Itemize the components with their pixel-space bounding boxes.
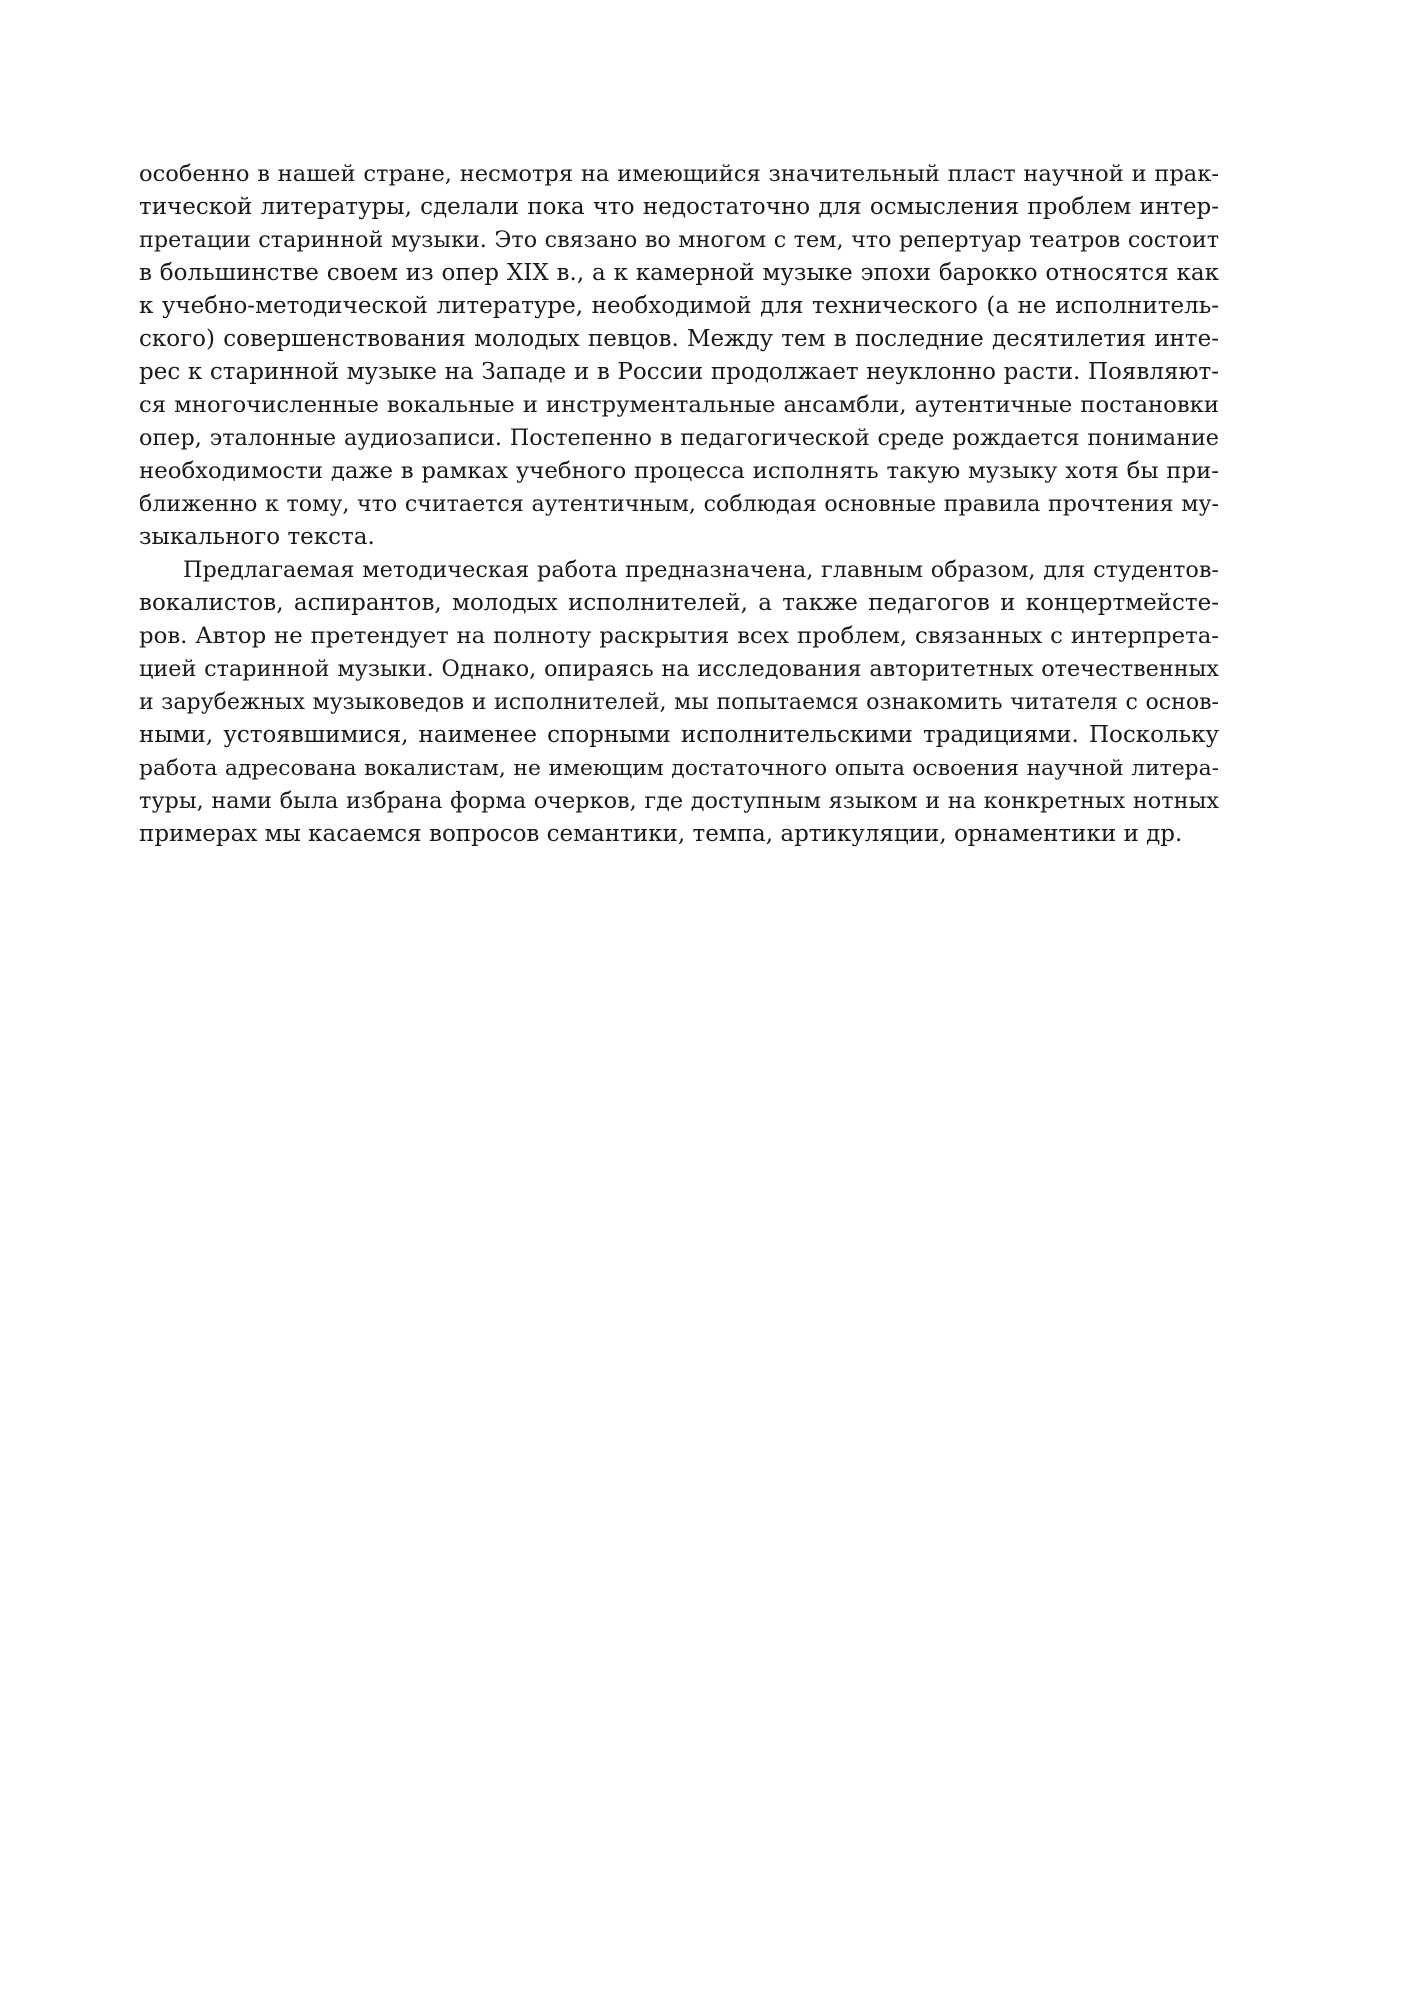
text-line: рес к старинной музыке на Западе и в России продолжает неуклонно расти. Появляют- <box>139 359 1219 385</box>
text-line: ближенно к тому, что считается аутентичным, соблюдая основные правила прочтения му- <box>139 491 1219 517</box>
text-line: в большинстве своем из опер XIX в., а к камерной музыке эпохи барокко относятся как <box>139 260 1219 286</box>
text-line: ского) совершенствования молодых певцов. Между тем в последние десятилетия инте- <box>139 326 1219 352</box>
text-line: зыкального текста. <box>139 524 375 550</box>
text-line: тической литературы, сделали пока что недостаточно для осмысления проблем интер- <box>139 194 1219 220</box>
paragraph-1 <box>139 158 1219 554</box>
text-line: туры, нами была избрана форма очерков, где доступным языком и на конкретных нотных <box>139 788 1219 814</box>
text-line: примерах мы касаемся вопросов семантики, темпа, артикуляции, орнаментики и др. <box>139 821 1183 847</box>
body-text <box>139 158 1219 851</box>
paragraph-2 <box>139 554 1219 851</box>
text-line: вокалистов, аспирантов, молодых исполнителей, а также педагогов и концертмейсте- <box>139 590 1219 616</box>
text-line: опер, эталонные аудиозаписи. Постепенно в педагогической среде рождается понимание <box>139 425 1219 451</box>
text-line: к учебно-методической литературе, необходимой для технического (а не исполнитель- <box>139 293 1219 319</box>
text-line: ров. Автор не претендует на полноту раскрытия всех проблем, связанных с интерпрета- <box>139 623 1219 649</box>
text-line: Предлагаемая методическая работа предназначена, главным образом, для студентов- <box>183 557 1219 583</box>
text-line: цией старинной музыки. Однако, опираясь на исследования авторитетных отечественных <box>139 656 1219 682</box>
text-line: претации старинной музыки. Это связано во многом с тем, что репертуар театров состоит <box>139 227 1219 253</box>
text-line: ными, устоявшимися, наименее спорными исполнительскими традициями. Поскольку <box>139 722 1219 748</box>
text-line: ся многочисленные вокальные и инструментальные ансамбли, аутентичные постановки <box>139 392 1219 418</box>
text-line: особенно в нашей стране, несмотря на имеющийся значительный пласт научной и прак- <box>139 161 1219 187</box>
text-line: работа адресована вокалистам, не имеющим достаточного опыта освоения научной литера- <box>139 756 1219 781</box>
text-line: необходимости даже в рамках учебного процесса исполнять такую музыку хотя бы при- <box>139 458 1219 484</box>
text-line: и зарубежных музыковедов и исполнителей, мы попытаемся ознакомить читателя с основ- <box>139 690 1219 715</box>
